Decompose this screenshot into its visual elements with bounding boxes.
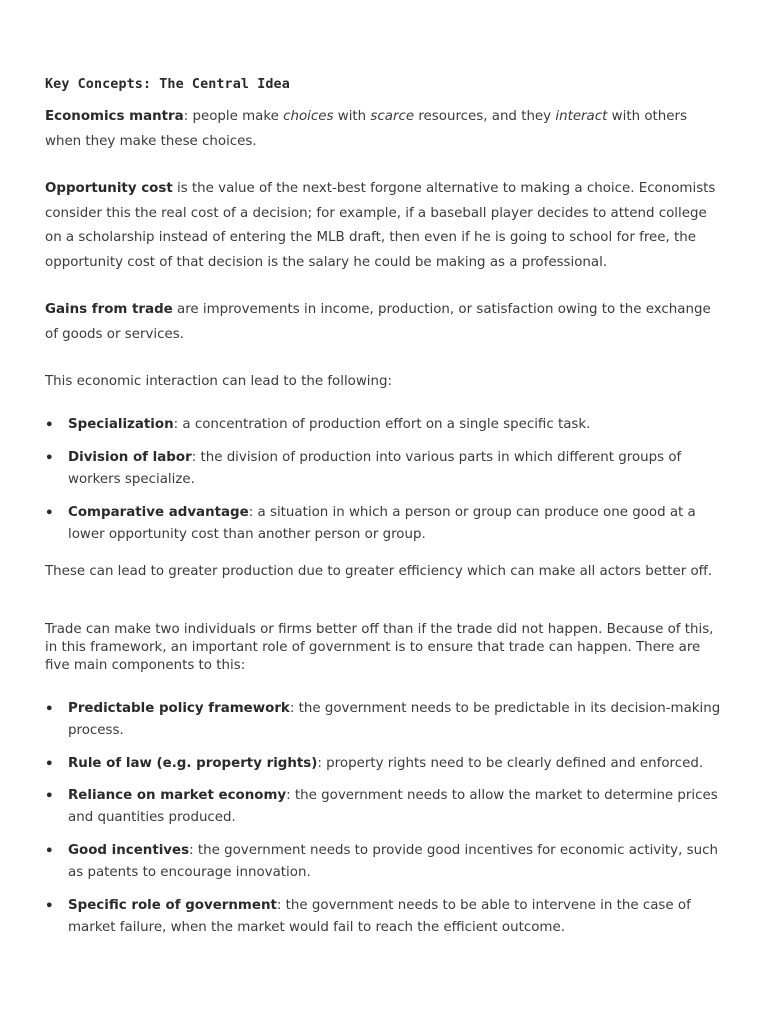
- bullet-icon: •: [45, 702, 54, 717]
- list-item-text: [68, 447, 728, 491]
- bullet-icon: •: [45, 899, 54, 914]
- list-item-definition: : the government needs to be able to intervene in the case of market failure, when the market would fail to reach the efficient outcome.: [68, 898, 691, 935]
- efficiency-paragraph: These can lead to greater production due to greater efficiency which can make all actors better off.: [45, 564, 713, 579]
- list-item-term: Comparative advantage: [68, 505, 249, 520]
- list-item-text: [68, 840, 728, 884]
- bullet-icon: •: [45, 506, 54, 521]
- gains-from-trade-text: are improvements in income, production, or satisfaction owing to the exchange of goods or services.: [45, 302, 711, 342]
- list-item-term: Predictable policy framework: [68, 701, 290, 716]
- list-item-definition: : the government needs to be predictable in its decision-making process.: [68, 701, 721, 738]
- bullet-icon: •: [45, 789, 54, 804]
- opportunity-cost-text: is the value of the next-best forgone alternative to making a choice. Economists consider this the real cost of a decision; for example, if a baseball player decides to attend college on a scholarship instead of entering the MLB draft, then even if he is going to school for free, the opportunity cost of that decision is the salary he could be making as a professional.: [45, 181, 716, 270]
- list-item-text: [68, 414, 728, 436]
- mantra-term: Economics mantra: [45, 109, 184, 124]
- mantra-emphasis-choices: choices: [283, 109, 334, 124]
- opportunity-cost-term: Opportunity cost: [45, 181, 173, 196]
- list-item-definition: : the government needs to allow the market to determine prices and quantities produced.: [68, 788, 718, 825]
- bullet-icon: •: [45, 844, 54, 859]
- list-item-text: [68, 753, 728, 775]
- list-item-text: [68, 698, 728, 742]
- gains-from-trade-term: Gains from trade: [45, 302, 173, 317]
- list-item-term: Reliance on market economy: [68, 788, 287, 803]
- list-item-definition: : the government needs to provide good incentives for economic activity, such as patents to encourage innovation.: [68, 843, 718, 880]
- mantra-text-1: : people make: [183, 109, 284, 124]
- list-item-term: Specialization: [68, 417, 174, 432]
- interaction-intro: This economic interaction can lead to the following:: [45, 374, 393, 389]
- mantra-text-3: resources, and they: [414, 109, 556, 124]
- list-item-definition: : property rights need to be clearly defined and enforced.: [317, 756, 704, 771]
- trade-role-paragraph: Trade can make two individuals or firms better off than if the trade did not happen. Because of this, in this framework, an important role of government is to ensure that trade can happen. There are five main components to this:: [45, 622, 714, 673]
- mantra-text-4: with others when they make these choices.: [45, 109, 687, 149]
- list-item-definition: : a situation in which a person or group can produce one good at a lower opportunity cost than another person or group.: [68, 505, 696, 542]
- mantra-emphasis-scarce: scarce: [370, 109, 415, 124]
- list-item-text: [68, 502, 728, 546]
- list-item-text: [68, 895, 728, 939]
- page-title: Key Concepts: The Central Idea: [45, 77, 290, 92]
- bullet-icon: •: [45, 451, 54, 466]
- gains-from-trade-paragraph: [45, 298, 725, 347]
- list-item-term: Division of labor: [68, 450, 192, 465]
- mantra-paragraph: [45, 105, 725, 154]
- bullet-icon: •: [45, 418, 54, 433]
- list-item-term: Good incentives: [68, 843, 190, 858]
- mantra-text-2: with: [333, 109, 371, 124]
- list-item-definition: : the division of production into various parts in which different groups of workers specialize.: [68, 450, 682, 487]
- bullet-icon: •: [45, 757, 54, 772]
- opportunity-cost-paragraph: [45, 177, 725, 275]
- list-item-text: [68, 785, 728, 829]
- list-item-term: Specific role of government: [68, 898, 277, 913]
- mantra-emphasis-interact: interact: [555, 109, 608, 124]
- list-item-term: Rule of law (e.g. property rights): [68, 756, 318, 771]
- list-item-definition: : a concentration of production effort on a single specific task.: [173, 417, 591, 432]
